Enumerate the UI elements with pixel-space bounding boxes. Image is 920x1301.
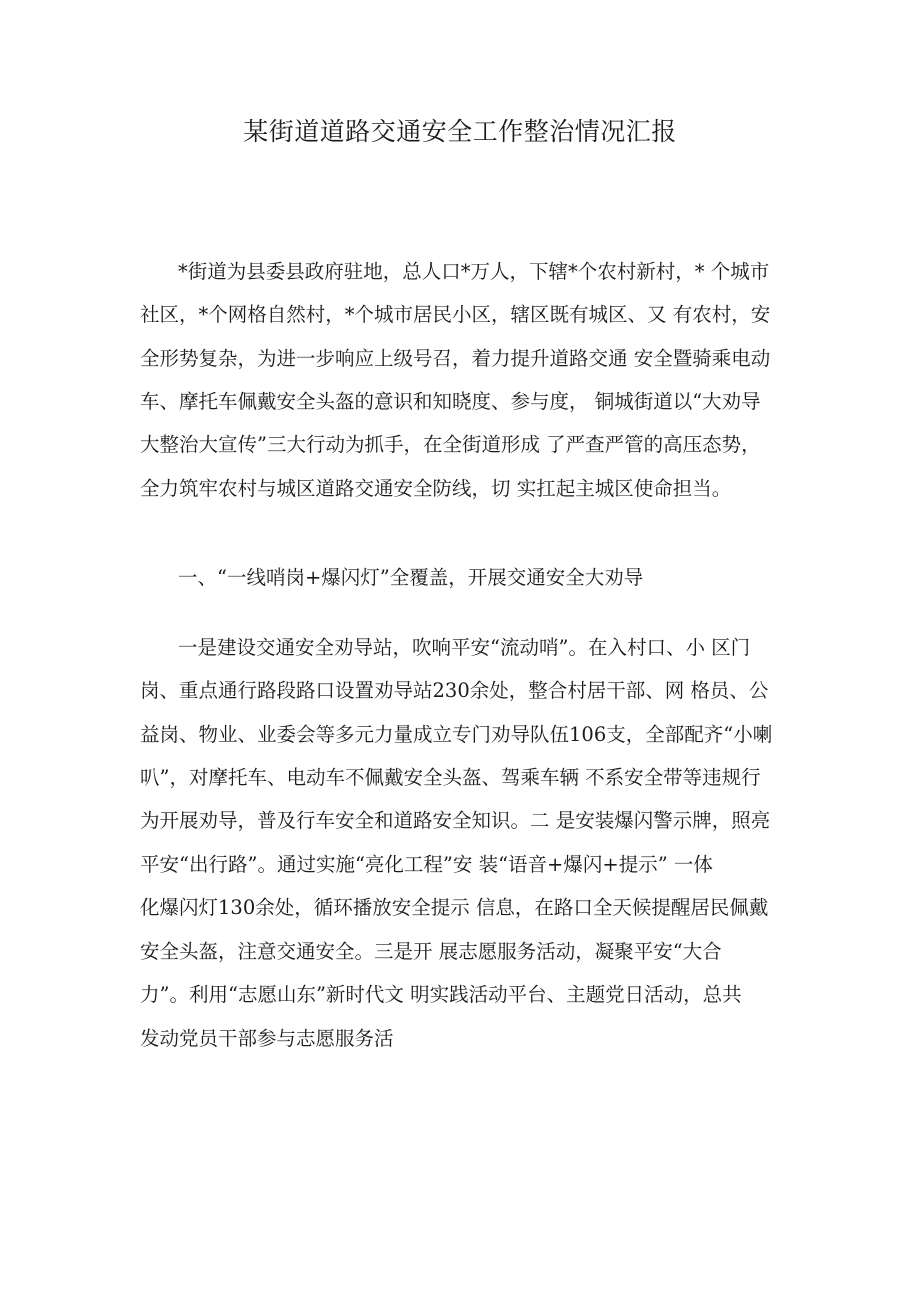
section-heading: 一、“一线哨岗+爆闪灯”全覆盖，开展交通安全大劝导 — [178, 566, 644, 589]
paragraph-line: 益岗、物业、业委会等多元力量成立专门劝导队伍106支，全部配齐“小喇 — [140, 723, 773, 746]
paragraph-line: 大整治大宣传”三大行动为抓手，在全街道形成 了严查严管的高压态势， — [140, 433, 761, 456]
paragraph-line: 平安“出行路”。通过实施“亮化工程”安 装“语音+爆闪+提示” 一体 — [140, 853, 713, 876]
paragraph-line: 岗、重点通行路段路口设置劝导站230余处，整合村居干部、网 格员、公 — [140, 679, 769, 702]
paragraph-line: 力”。利用“志愿山东”新时代文 明实践活动平台、主题党日活动，总共 — [140, 983, 742, 1006]
document-title: 某街道道路交通安全工作整治情况汇报 — [243, 117, 677, 146]
paragraph-line: 全形势复杂，为进一步响应上级号召，着力提升道路交通 安全暨骑乘电动 — [140, 347, 771, 370]
paragraph-line: 为开展劝导，普及行车安全和道路安全知识。二 是安装爆闪警示牌，照亮 — [140, 809, 771, 832]
paragraph-line: 叭”，对摩托车、电动车不佩戴安全头盔、驾乘车辆 不系安全带等违规行 — [140, 766, 761, 789]
paragraph-line: 发动党员干部参与志愿服务活 — [140, 1027, 394, 1050]
paragraph-line: 车、摩托车佩戴安全头盔的意识和知晓度、参与度， 铜城街道以“大劝导 — [140, 390, 761, 413]
paragraph-line: 社区，*个网格自然村，*个城市居民小区，辖区既有城区、又 有农村，安 — [140, 303, 771, 326]
paragraph-line: 化爆闪灯130余处，循环播放安全提示 信息，在路口全天候提醒居民佩戴 — [140, 896, 769, 919]
paragraph-line: 全力筑牢农村与城区道路交通安全防线，切 实扛起主城区使命担当。 — [140, 477, 732, 500]
paragraph-line: *街道为县委县政府驻地，总人口*万人，下辖*个农村新村，* 个城市 — [178, 260, 770, 283]
paragraph-line: 一是建设交通安全劝导站，吹响平安“流动哨”。在入村口、小 区门 — [178, 636, 751, 659]
paragraph-line: 安全头盔，注意交通安全。三是开 展志愿服务活动，凝聚平安“大合 — [140, 940, 722, 963]
